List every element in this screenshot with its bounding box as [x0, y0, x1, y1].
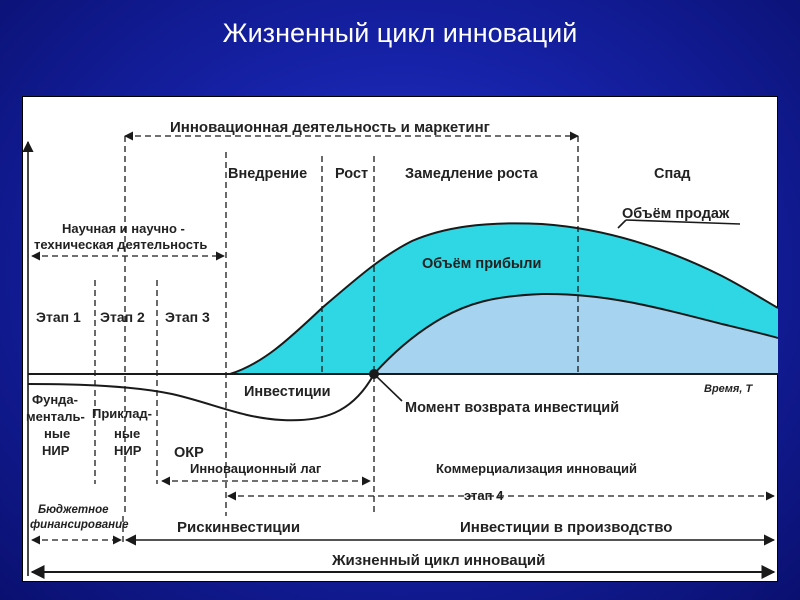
label-budget-line2: финансирование [30, 519, 129, 531]
label-applied-line3: НИР [114, 443, 142, 458]
label-etap2: Этап 2 [100, 309, 145, 325]
label-stage-growth: Рост [335, 166, 369, 182]
label-profit-volume: Объём прибыли [422, 256, 542, 272]
label-budget-line1: Бюджетное [38, 504, 109, 516]
label-okr: ОКР [174, 445, 204, 461]
label-innovation-lag: Инновационный лаг [190, 461, 322, 476]
label-stage-decline: Спад [654, 166, 691, 182]
label-etap1: Этап 1 [36, 309, 81, 325]
label-etap3: Этап 3 [165, 309, 210, 325]
label-fundamental-line3: ные [44, 426, 71, 441]
label-commercialization: Коммерциализация инноваций [436, 461, 637, 476]
label-risk-investments: Рискинвестиции [177, 519, 301, 536]
label-production-investments: Инвестиции в производство [460, 519, 673, 536]
diagram-panel [22, 96, 778, 582]
pointer-payback [374, 374, 402, 401]
label-stage-slowdown: Замедление роста [405, 166, 538, 182]
slide-title: Жизненный цикл инноваций [222, 18, 578, 48]
label-etap4: этап 4 [464, 488, 504, 503]
label-fundamental-line1: Фунда- [32, 392, 78, 407]
label-payback-moment: Момент возврата инвестиций [405, 400, 620, 416]
payback-point [369, 369, 379, 379]
label-innovation-marketing: Инновационная деятельность и маркетинг [170, 119, 490, 136]
label-investments: Инвестиции [244, 384, 331, 400]
label-scientific-line2: техническая деятельность [34, 237, 208, 252]
label-life-cycle: Жизненный цикл инноваций [332, 552, 546, 569]
label-fundamental-line2: менталь- [26, 409, 85, 424]
label-applied-line1: Приклад- [92, 406, 153, 421]
label-applied-line2: ные [114, 426, 141, 441]
label-scientific-line1: Научная и научно - [62, 221, 185, 236]
label-time-axis: Время, Т [704, 383, 753, 395]
label-fundamental-line4: НИР [42, 443, 70, 458]
label-stage-introduction: Внедрение [228, 166, 308, 182]
label-sales-volume: Объём продаж [622, 206, 730, 222]
life-cycle-diagram [22, 96, 778, 582]
